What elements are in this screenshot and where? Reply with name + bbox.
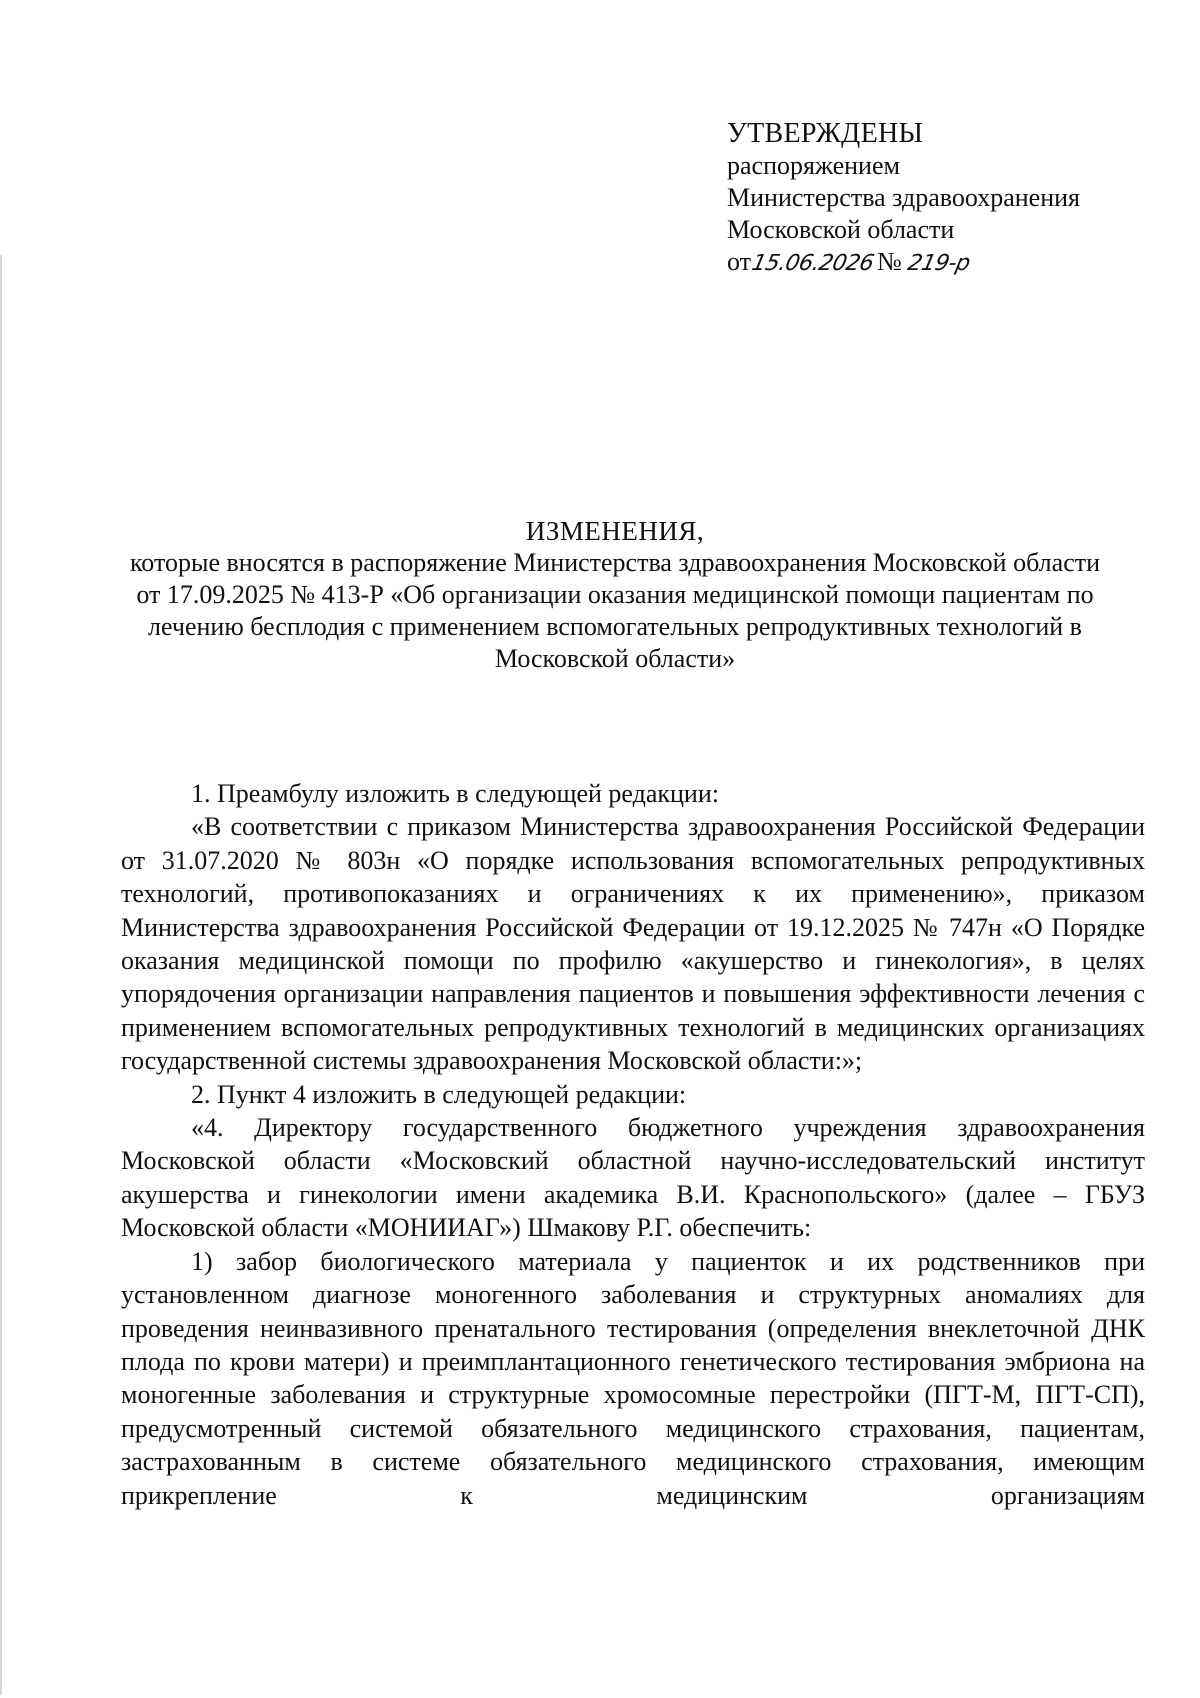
approval-block [727,118,1080,280]
handwritten-number: 219-р [905,251,972,276]
approval-line-3: Московской области [727,215,955,244]
paragraph-5: 1) забор биологического материала у пациенток и их родственников при установленном диагнозе моногенного заболевания и структурных аномалиях для проведения неинвазивного пренатального тестирования (определения внеклеточной ДНК плода по крови матери) и преимплантационного генетического тестирования эмбриона на моногенные заболевания и структурные хромосомные перестройки (ПГТ-М, ПГТ-СП), предусмотренный системой обязательного медицинского страхования, пациентам, застрахованным в системе обязательного медицинского страхования, имеющим прикрепление к медицинским организациям [121,1246,1145,1510]
document-body [121,777,1145,1512]
approval-line-1: распоряжением [727,151,900,180]
approval-from-prefix: от [727,247,752,276]
approval-date-number-line [727,246,1080,280]
heading-title: ИЗМЕНЕНИЯ, [525,516,705,546]
scan-edge-line [0,255,2,1695]
document-heading [120,515,1110,675]
handwritten-date: 15.06.2026 [749,251,876,276]
approval-title: УТВЕРЖДЕНЫ [727,118,924,149]
paragraph-4: «4. Директору государственного бюджетного учреждения здравоохранения Московской области «Московский областной научно-исследовательский институт акушерства и гинекологии имени академика В.И. Краснопольского» (далее – ГБУЗ Московской области «МОНИИАГ») Шмакову Р.Г. обеспечить: [121,1113,1145,1243]
approval-line-2: Министерства здравоохранения [727,183,1080,212]
paragraph-3: 2. Пункт 4 изложить в следующей редакции: [191,1079,687,1109]
number-sign: № [877,247,902,276]
heading-subtitle: которые вносятся в распоряжение Министерства здравоохранения Московской области от 17.09.2025 № 413-Р «Об организации оказания медицинской помощи пациентам по лечению бесплодия с применением вспомогательных репродуктивных технологий в Московской области» [129,548,1101,673]
paragraph-1: 1. Преамбулу изложить в следующей редакции: [191,779,719,808]
paragraph-2: «В соответствии с приказом Министерства здравоохранения Российской Федерации от 31.07.2020 № 803н «О порядке использования вспомогательных репродуктивных технологий, противопоказаниях и ограничениях к их применению», приказом Министерства здравоохранения Российской Федерации от 19.12.2025 № 747н «О Порядке оказания медицинской помощи по профилю «акушерство и гинекология», в целях упорядочения организации направления пациентов и повышения эффективности лечения с применением вспомогательных репродуктивных технологий в медицинских организациях государственной системы здравоохранения Московской области:»; [121,812,1145,1076]
